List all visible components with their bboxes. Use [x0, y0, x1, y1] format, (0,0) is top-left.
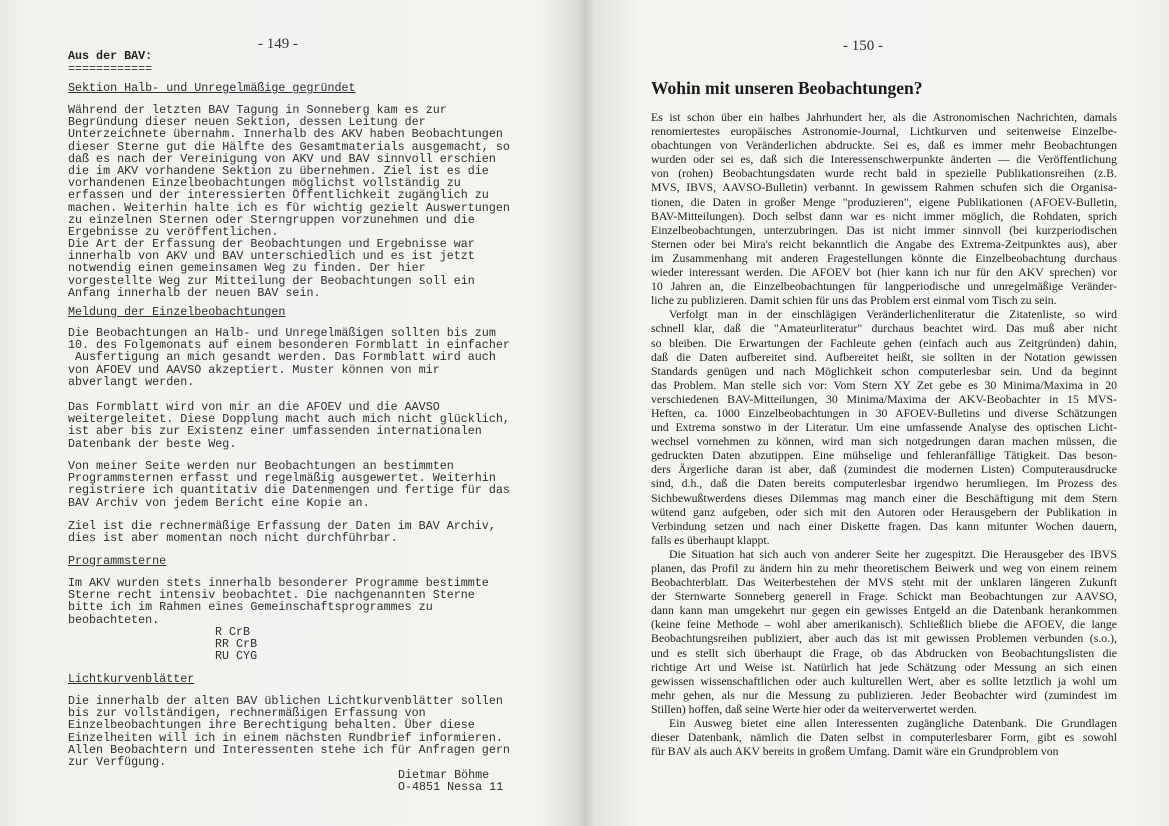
text-line: dies ist aber momentan noch nicht durchführbar. [68, 531, 398, 546]
text-line: O-4851 Nessa 11 [398, 780, 504, 795]
text-line: wurden oder sei es, daß sich die Interessenschwerpunkte änderten — die Veröffentlichung [651, 152, 1117, 167]
section-heading [68, 306, 285, 318]
text-line: innerhalb von AKV und BAV unterschiedlich und es ist jetzt [68, 249, 475, 264]
text-line: weitergeleitet. Diese Dopplung macht auch mich nicht glücklich, [68, 412, 510, 427]
text-line: tionen, die Daten in großer Menge "produzieren", eigene Publikationen (AFOEV-Bulletin, [651, 194, 1117, 209]
program-star-list [215, 626, 257, 663]
text-line: vorgestellte Weg zur Mitteilung der Beobachtungen soll ein [68, 273, 475, 288]
text-line: Sternen oder bei Mira's reicht bekanntlich die Angabe des Extrema-Zeitpunktes aus), aber [651, 236, 1117, 251]
section-header: Aus der BAV: [68, 49, 153, 63]
text-line: MVS, IBVS, AAVSO-Bulletin) verbannt. In gewissem Rahmen schufen sich die Organisa- [651, 180, 1117, 195]
text-line: BAV Archiv von jedem Bericht eine Kopie an. [68, 495, 370, 510]
text-line: ders Ärgerliche daran ist aber, daß (zumindest die modernen Listen) Computerausdrucke [651, 462, 1117, 477]
paragraph [68, 104, 510, 299]
text-line: ist aber bis zur Existenz einer umfassenden internationalen [68, 424, 482, 439]
text-line: Beobachterblatt. Das Weiterbestehen der MVS steht mit der unklaren längeren Zukunft [651, 575, 1117, 590]
text-line: von (rohen) Beobachtungsdaten wurde recht bald in spezielle Publikationsreihen (z.B. [651, 166, 1117, 181]
text-line: Lichtkurvenblätter [68, 672, 195, 686]
text-line: 10 Jahren an, die Einzelbeobachtungen für langperiodische und unregelmäßige Veränder- [651, 279, 1117, 294]
right-page-150 [585, 0, 1169, 826]
text-line: im Zusammenhang mit anderen Fragestellungen könnte die Einzelbeobachtung durchaus [651, 250, 1117, 265]
text-line: so bleiben. Die Erwartungen der Fachleute gehen (einfach auch aus Zeitgründen) dahin, [651, 335, 1117, 350]
text-line: Einzelbeobachtungen ihre Berechtigung behalten. Über diese [68, 718, 475, 733]
text-line: abverlangt werden. [68, 374, 195, 389]
text-line: Ausfertigung an mich gesandt werden. Das Formblatt wird auch [68, 350, 496, 365]
page-number: - 149 - [258, 36, 298, 52]
star-name: R CrB [215, 625, 251, 639]
text-line: für BAV als auch AKV bereits in großem Umfang. Damit wäre ein Grundproblem von [651, 744, 1059, 759]
text-line: (keine feine Methode – wohl aber amerikanisch). Schließlich bliebe die AFOEV, die lange [651, 617, 1117, 632]
text-line: wütend ganz aufgeben, oder sich mit den Autoren oder Herausgebern der Publikation in [651, 504, 1117, 519]
text-line: Das Formblatt wird von mir an die AFOEV und die AAVSO [68, 400, 440, 414]
text-line: Anfang innerhalb der neuen BAV sein. [68, 285, 321, 300]
text-line: Während der letzten BAV Tagung in Sonneberg kam es zur [68, 103, 447, 117]
paragraph [68, 327, 510, 388]
text-line: Die Art der Erfassung der Beobachtungen und Ergebnisse war [68, 237, 475, 252]
text-line: Beobachtungsreihen publiziert, aber auch das ist mit gewissen Problemen verbunden (s.o.), [651, 631, 1117, 646]
text-line: Standards genügen und nach Möglichkeit schon computerlesbar sein. Und da beginnt [651, 363, 1117, 378]
paragraph [651, 716, 1117, 758]
text-line: der Sternwarte Sonneberg generell in Frage. Schickt man Beobachtungen zur AAVSO, [651, 589, 1117, 604]
article-title: Wohin mit unseren Beobachtungen? [651, 78, 923, 98]
text-line: richtige Art und Weise ist. Natürlich hat jede Schätzung oder Messung an sich einen [651, 659, 1117, 674]
text-line: liche zu publizieren. Damit schien für uns das Problem erst einmal vom Tisch zu sein. [651, 293, 1057, 308]
paragraph [651, 307, 1117, 547]
text-line: Programmsternen erfasst und regelmäßig ausgewertet. Weiterhin [68, 471, 496, 486]
text-line: planen, das Profil zu ändern hin zu mehr theoretischem Beiwerk und weg von einem reinem [651, 561, 1117, 575]
page-number: - 150 - [843, 38, 883, 54]
text-line: Meldung der Einzelbeobachtungen [68, 305, 286, 319]
text-line: Verbindung setzen und nach einer Diskette fragen. Das kann mitunter Wochen dauern, [651, 518, 1117, 533]
text-line: dieser Sterne gut die Hälfte des Gesamtmaterials ausgemacht, so [68, 139, 510, 154]
paragraph [651, 547, 1117, 716]
star-name: RR CrB [215, 637, 258, 652]
paragraph [68, 460, 510, 509]
text-line: dann kann man umgekehrt nur gegen ein gewisses Entgeld an die Datenbank herankommen [651, 603, 1117, 618]
text-line: Begründung dieser neuen Sektion, dessen Leitung der [68, 115, 426, 130]
text-line: und es stellt sich überhaupt die Frage, ob das Abdrucken von Beobachtungslisten die [651, 645, 1117, 660]
text-line: bitte ich im Rahmen eines Gemeinschaftsprogrammes zu [68, 600, 433, 615]
text-line: Sterne recht intensiv beobachtet. Die nachgenannten Sterne [68, 588, 475, 603]
text-line: und Extrema sonstwo in der Literatur. Um eine umfassende Analyse des optischen Licht- [651, 420, 1117, 435]
text-line: falls es überhaupt klappt. [651, 532, 770, 547]
text-line: wieder interessant werden. Die AFOEV bot (hier kann ich nur für den AKV sprechen) vor [651, 265, 1117, 280]
text-line: beobachteten. [68, 612, 160, 627]
paragraph [68, 695, 510, 768]
text-line: erfassen und der interessierten Öffentlichkeit zugänglich zu [68, 188, 489, 203]
text-line: Verfolgt man in der einschlägigen Veränderlichenliteratur die Zitatenliste, so wird [669, 307, 1117, 322]
text-line: die im AKV vorhandene Sektion zu übernehmen. Ziel ist es die [68, 163, 489, 178]
paragraph [68, 401, 510, 450]
text-line: Stillen) hoffen, daß seine Werte hier oder da weiterverwertet werden. [651, 701, 977, 716]
text-line: Ziel ist die rechnermäßige Erfassung der Daten im BAV Archiv, [68, 519, 496, 533]
text-line: das Problem. Man stelle sich vor: Vom Stern XY Zet gebe es 30 Minima/Maxima in 20 [651, 377, 1117, 392]
text-line: schnell klar, daß die "Amateurliteratur" durchaus beachtet wird. Das muß aber nicht [651, 321, 1117, 336]
header-rule: ============ [68, 62, 153, 76]
section-heading [68, 673, 194, 685]
text-line: Programmsterne [68, 554, 167, 568]
text-line: gedruckten Daten abzutippen. Eine mühselige und fehleranfällige Tätigkeit. Das beson- [651, 448, 1117, 463]
section-heading [68, 82, 356, 94]
text-line: dieser Datenbank, nämlich die Daten selbst in computerlesbarer Form, gibt es sowohl [651, 730, 1117, 745]
text-line: sind, d.h., daß die Daten bereits computerlesbar irgendwo herumliegen. Im Prozess des [651, 476, 1117, 491]
text-line: daß die Daten aufbereitet sind. Aufbereitet heißt, sie sollten in der Notation gewissen [651, 349, 1117, 364]
text-line: wechsel vornehmen zu können, wird man sich notgedrungen daran machen müssen, die [651, 434, 1117, 449]
text-line: zu einzelnen Sternen oder Sterngruppen vorzunehmen und die [68, 212, 475, 227]
text-line: Einzelheiten will ich in einem nächsten Rundbrief informieren. [68, 730, 503, 745]
text-line: Datenbank der beste Weg. [68, 436, 237, 451]
text-line: Heften, ca. 1000 Einzelbeobachtungen in 30 AFOEV-Bulletins und diverse Schätzungen [651, 405, 1117, 420]
text-line: Es ist schon über ein halbes Jahrhundert her, als die Astronomischen Nachrichten, damals [651, 110, 1117, 124]
text-line: notwendig einen gemeinsamen Weg zu finden. Der hier [68, 261, 426, 276]
signature [398, 769, 503, 793]
text-line: mehr gehen, als nur die Messung zu publizieren. Jeder Beobachter wird (zumindest im [651, 687, 1117, 702]
paragraph [68, 520, 496, 544]
article-body [651, 110, 1117, 758]
text-line: Die Beobachtungen an Halb- und Unregelmäßigen sollten bis zum [68, 326, 496, 340]
text-line: zur Verfügung. [68, 754, 167, 769]
text-line: Die Situation hat sich auch von anderer Seite her zugespitzt. Die Herausgeber des IBVS [669, 546, 1117, 561]
text-line: Sektion Halb- und Unregelmäßige gegründet [68, 81, 356, 95]
text-line: Unterzeichnete übernahm. Innerhalb des AKV haben Beobachtungen [68, 127, 503, 142]
text-line: Allen Beobachtern und Interessenten stehe ich für Anfragen gern [68, 742, 510, 757]
text-line: verschiedenen BAV-Mitteilungen, 30 Minima/Maxima der AKV-Beobachter in 15 MVS- [651, 391, 1117, 406]
text-line: von AFOEV und AAVSO akzeptiert. Muster können von mir [68, 362, 440, 377]
paragraph [651, 110, 1117, 307]
text-line: registriere ich quantitativ die Datenmengen und fertige für das [68, 483, 510, 498]
text-line: Ein Ausweg bietet eine allen Interessenten zugängliche Datenbank. Die Grundlagen [669, 716, 1117, 731]
text-line: gewissen wissenschaftlichen oder auch kulturellen Wert, aber es sollte letztlich ja wohl um [651, 673, 1117, 688]
paragraph [68, 577, 489, 626]
text-line: obachtungen von Veränderlichen abdruckte. Sei es, daß es immer mehr Beobachtungen [651, 138, 1117, 153]
text-line: Im AKV wurden stets innerhalb besonderer Programme bestimmte [68, 576, 489, 590]
text-line: machen. Weiterhin halte ich es für wichtig gezielt Auswertungen [68, 200, 510, 215]
text-line: Die innerhalb der alten BAV üblichen Lichtkurvenblätter sollen [68, 694, 503, 708]
text-line: 10. des Folgemonats auf einem besonderen Formblatt in einfacher [68, 338, 510, 353]
text-line: vorhandenen Einzelbeobachtungen möglichst vollständig zu [68, 176, 461, 191]
section-heading [68, 555, 166, 567]
text-line: BAV-Mitteilungen). Doch selbst dann war es nicht immer möglich, die Rohdaten, sprich [651, 208, 1117, 223]
text-line: Dietmar Böhme [398, 768, 490, 782]
star-name: RU CYG [215, 649, 258, 664]
text-line: daß es nach der Vereinigung von AKV und BAV sinnvoll erschien [68, 151, 496, 166]
text-line: bis zur vollständigen, rechnermäßigen Erfassung von [68, 706, 426, 721]
text-line: renomiertestes europäisches Astronomie-Journal, Lichtkurven und seitenweise Einzelbe- [651, 124, 1117, 139]
text-line: Ergebnisse zu veröffentlichen. [68, 224, 279, 239]
text-line: Von meiner Seite werden nur Beobachtungen an bestimmten [68, 459, 454, 473]
text-line: Einzelbeobachtungen, unterzubringen. Das ist nicht immer sinnvoll (bei kurzperiodischen [651, 222, 1117, 237]
text-line: Sichbewußtwerdens dieses Dilemmas mag manch einer die Beschäftigung mit dem Stern [651, 490, 1117, 505]
